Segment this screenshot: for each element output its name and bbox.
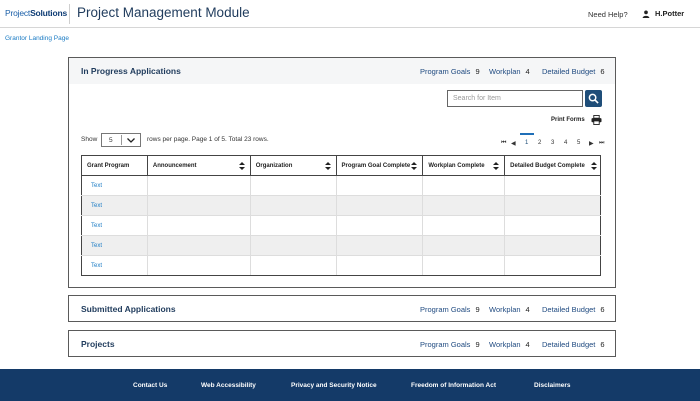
last-page-button[interactable]: ⏭ — [599, 140, 605, 146]
rows-info: rows per page. Page 1 of 5. Total 23 rows. — [147, 136, 269, 143]
column-header-grant-program[interactable]: Grant Program — [82, 156, 148, 176]
search-icon — [588, 93, 599, 104]
column-header-workplan-complete[interactable]: Workplan Complete — [423, 156, 505, 176]
table-cell — [336, 176, 423, 196]
sort-icon[interactable] — [325, 162, 331, 170]
applications-table — [81, 155, 601, 276]
user-menu[interactable] — [642, 9, 684, 18]
rows-per-page-value: 5 — [109, 137, 113, 144]
table-cell — [147, 196, 250, 216]
table-row — [82, 256, 601, 276]
column-header-detailed-budget-complete[interactable]: Detailed Budget Complete — [505, 156, 601, 176]
breadcrumb[interactable]: Grantor Landing Page — [5, 35, 69, 42]
table-cell — [505, 196, 601, 216]
table-row — [82, 176, 601, 196]
sort-icon[interactable] — [493, 162, 499, 170]
stat-workplan: Workplan 4 — [489, 305, 530, 314]
table-cell — [82, 256, 148, 276]
grant-program-link[interactable]: Text — [91, 182, 103, 189]
table-header-row — [82, 156, 601, 176]
table-cell — [505, 216, 601, 236]
panel-title: Projects — [81, 339, 115, 349]
page-title: Project Management Module — [77, 5, 250, 20]
table-cell — [147, 216, 250, 236]
table-cell — [147, 236, 250, 256]
logo-text-solutions: Solutions — [30, 8, 67, 18]
top-header — [0, 0, 700, 28]
next-page-button[interactable]: ▶ — [589, 141, 594, 147]
chevron-down-icon — [127, 138, 135, 143]
table-row — [82, 196, 601, 216]
table-cell — [423, 176, 505, 196]
table-cell — [505, 176, 601, 196]
in-progress-panel-header[interactable] — [69, 58, 615, 84]
footer — [0, 369, 700, 401]
select-divider — [121, 135, 122, 145]
table-cell — [250, 196, 336, 216]
table-cell — [336, 216, 423, 236]
rows-per-page-select[interactable] — [101, 133, 141, 147]
page-1-button[interactable]: 1 — [525, 140, 529, 146]
column-header-organization[interactable]: Organization — [250, 156, 336, 176]
grant-program-link[interactable]: Text — [91, 242, 103, 249]
table-cell — [250, 176, 336, 196]
table-cell — [423, 256, 505, 276]
table-cell — [423, 216, 505, 236]
table-cell — [147, 176, 250, 196]
footer-link-privacy[interactable]: Privacy and Security Notice — [291, 382, 377, 389]
footer-link-disclaimers[interactable]: Disclaimers — [534, 382, 571, 389]
stat-detailed-budget: Detailed Budget 6 — [542, 67, 605, 76]
sort-icon[interactable] — [411, 162, 417, 170]
table-cell — [82, 196, 148, 216]
submitted-panel-header[interactable] — [69, 296, 615, 320]
footer-link-contact-us[interactable]: Contact Us — [133, 382, 168, 389]
footer-link-foia[interactable]: Freedom of Information Act — [411, 382, 496, 389]
header-divider — [69, 4, 70, 24]
table-row — [82, 216, 601, 236]
search-button[interactable] — [585, 90, 602, 107]
user-name: H.Potter — [655, 9, 685, 18]
footer-link-web-accessibility[interactable]: Web Accessibility — [201, 382, 256, 389]
grant-program-link[interactable]: Text — [91, 202, 103, 209]
printer-icon[interactable] — [591, 115, 602, 125]
table-row — [82, 236, 601, 256]
table-cell — [505, 236, 601, 256]
projects-panel-header[interactable] — [69, 331, 615, 355]
stat-workplan: Workplan 4 — [489, 67, 530, 76]
page-2-button[interactable]: 2 — [538, 140, 542, 146]
table-cell — [147, 256, 250, 276]
projects-panel[interactable] — [68, 330, 616, 357]
page-4-button[interactable]: 4 — [564, 140, 568, 146]
stat-workplan: Workplan 4 — [489, 340, 530, 349]
prev-page-button[interactable]: ◀ — [511, 141, 516, 147]
print-forms-link[interactable]: Print Forms — [551, 117, 585, 123]
grant-program-link[interactable]: Text — [91, 262, 103, 269]
page-5-button[interactable]: 5 — [577, 140, 581, 146]
table-cell — [250, 236, 336, 256]
panel-title: In Progress Applications — [81, 66, 181, 76]
table-cell — [82, 236, 148, 256]
table-cell — [250, 256, 336, 276]
stat-detailed-budget: Detailed Budget 6 — [542, 305, 605, 314]
show-label: Show — [81, 136, 98, 143]
panel-title: Submitted Applications — [81, 304, 176, 314]
first-page-button[interactable]: ⏮ — [501, 140, 507, 146]
table-cell — [423, 236, 505, 256]
logo-text-project: Project — [5, 8, 31, 18]
table-cell — [423, 196, 505, 216]
submitted-panel[interactable] — [68, 295, 616, 322]
table-cell — [250, 216, 336, 236]
active-page-indicator — [520, 133, 534, 135]
search-input[interactable]: Search for Item — [447, 90, 583, 107]
stat-detailed-budget: Detailed Budget 6 — [542, 340, 605, 349]
sort-icon[interactable] — [591, 162, 597, 170]
logo[interactable] — [5, 8, 67, 18]
table-cell — [336, 256, 423, 276]
stat-program-goals: Program Goals 9 — [420, 67, 480, 76]
user-icon — [642, 10, 650, 18]
table-cell — [336, 196, 423, 216]
table-cell — [336, 236, 423, 256]
column-header-announcement[interactable]: Announcement — [147, 156, 250, 176]
table-cell — [505, 256, 601, 276]
in-progress-panel — [68, 57, 616, 288]
table-cell — [82, 176, 148, 196]
stat-program-goals: Program Goals 9 — [420, 305, 480, 314]
column-header-program-goal-complete[interactable]: Program Goal Complete — [336, 156, 423, 176]
grant-program-link[interactable]: Text — [91, 222, 103, 229]
sort-icon[interactable] — [239, 162, 245, 170]
table-cell — [82, 216, 148, 236]
need-help-link[interactable]: Need Help? — [588, 10, 628, 19]
stat-program-goals: Program Goals 9 — [420, 340, 480, 349]
page-3-button[interactable]: 3 — [551, 140, 555, 146]
